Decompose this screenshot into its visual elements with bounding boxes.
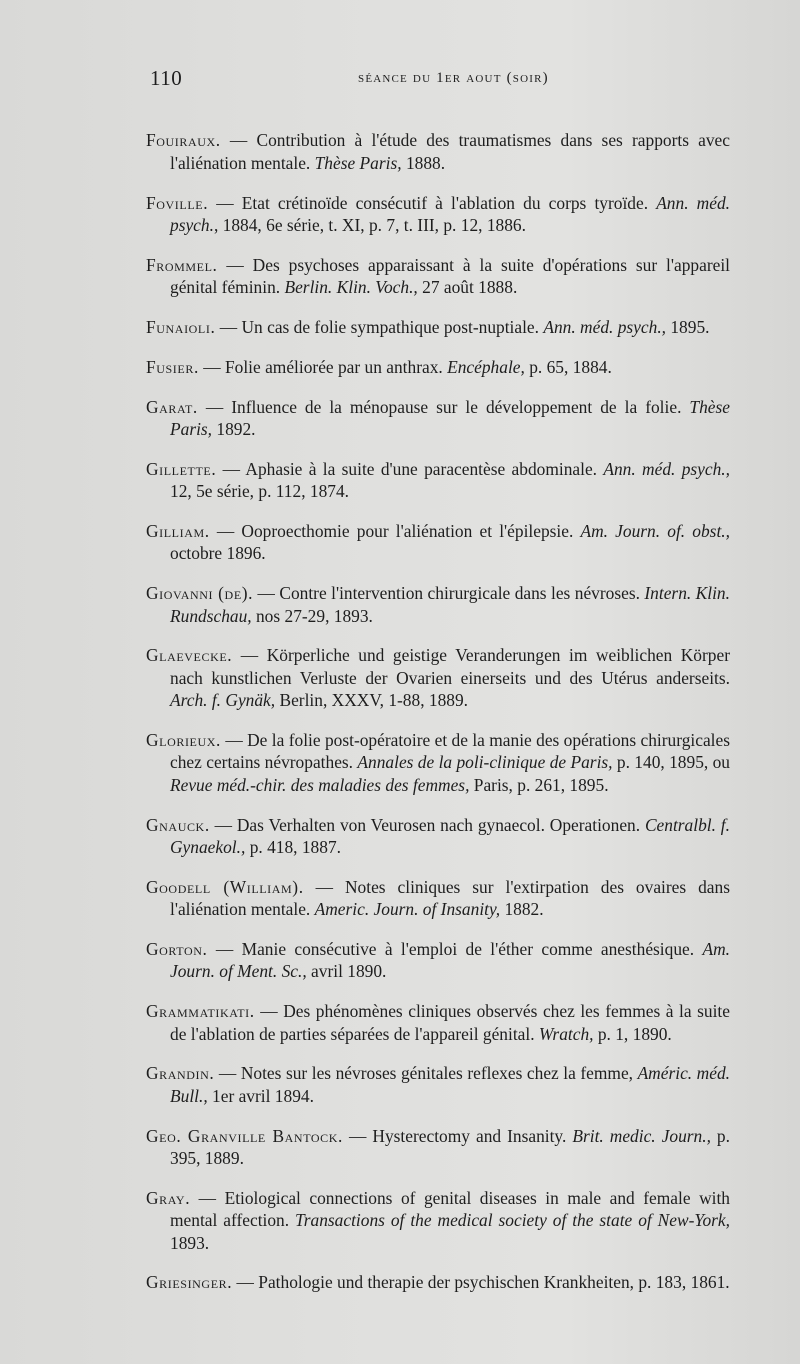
entry-text: — Folie améliorée par un anthrax. [198,356,448,377]
entry-author: Grandin. [146,1063,215,1084]
bibliography-entry [146,814,730,859]
page-number: 110 [150,66,183,90]
bibliography-entry [146,876,730,921]
entry-source: Arch. f. Gynäk, [170,690,276,711]
entry-text: 1882. [500,899,544,920]
bibliography-entry [146,938,730,983]
bibliography-entry [146,316,730,338]
bibliography-entry [146,1187,730,1254]
entry-text: 1888. [401,152,446,173]
entry-source: Thèse Paris, [314,152,402,173]
entry-text: p. 65, 1884. [524,356,612,377]
entry-text: — Manie consécutive à l'emploi de l'éther comme anesthésique. [207,939,703,960]
entry-author: Grammatikati. [146,1001,255,1022]
entry-text: 1er avril 1894. [207,1085,314,1106]
entry-author: Glaevecke. [146,645,233,666]
entry-text: avril 1890. [306,961,387,982]
entry-text: 1892. [212,419,256,439]
bibliography-entry [146,129,730,174]
entry-source: Americ. Journ. of Insanity, [314,899,501,920]
entry-source: Wratch, [538,1023,594,1044]
entry-author: Gray. [146,1187,191,1208]
entry-author: Gorton. [146,939,208,960]
entry-text: — Aphasie à la suite d'une paracentèse abdominale. [216,458,604,479]
entry-author: Foville. [146,192,209,213]
bibliography-entry [146,192,730,237]
bibliography-entry [146,458,730,503]
entry-text: Paris, p. 261, 1895. [469,774,609,795]
entry-text: — Pathologie und therapie der psychischen Krankheiten, p. 183, 1861. [232,1272,730,1293]
entry-author: Garat. [146,396,198,417]
entry-text: — Notes cliniques sur l'extirpation des ovaires dans l'aliénation mentale. [170,876,730,920]
bibliography-entry [146,644,730,711]
entry-text: 12, 5e série, p. 112, 1874. [170,481,350,502]
entry-text: — Des psychoses apparaissant à la suite d'opérations sur l'appareil génital féminin. [170,254,730,298]
entry-author: Fusier. [146,356,199,377]
entry-text: octobre 1896. [170,543,266,564]
entry-text: — Contre l'intervention chirurgicale dans les névroses. [253,583,645,604]
entry-source: Thèse Paris, [170,396,730,439]
entry-source: Brit. medic. Journ., [572,1125,711,1146]
entry-text: nos 27-29, 1893. [251,605,373,626]
entry-text: p. 418, 1887. [245,837,341,858]
entry-text: 1893. [170,1232,210,1253]
bibliography-entry [146,1125,730,1170]
entry-text: — Des phénomènes cliniques observés chez les femmes à la suite de l'ablation de parties séparées de l'appareil génital. [170,1001,730,1044]
bibliography-entry [146,356,730,378]
entry-text: — Das Verhalten von Veurosen nach gynaecol. Operationen. [209,814,645,835]
entry-source: Ann. méd. psych. [170,192,730,235]
entry-text: — Ooproecthomie pour l'aliénation et l'épilepsie. [209,521,581,541]
entry-source: Transactions of the medical society of the state of New-York, [295,1210,730,1231]
entry-author: Goodell (William). [146,876,304,897]
entry-author: Geo. Granville Bantock. [146,1125,343,1146]
bibliography-entry [146,729,730,796]
entry-text: p. 1, 1890. [593,1023,672,1044]
bibliography-entry [146,1271,730,1293]
entry-author: Griesinger. [146,1272,233,1293]
entry-source: Annales de la poli-clinique de Paris, [357,752,613,773]
entry-text: p. 395, 1889. [170,1125,730,1169]
entry-text: — Un cas de folie sympathique post-nuptiale. [215,317,544,337]
entry-text: 1895. [666,317,710,337]
bibliography-entry [146,582,730,627]
running-head: séance du 1er aout (soir) [358,70,549,86]
entry-text: , 1884, 6e série, t. XI, p. 7, t. III, p. 12, 1886. [213,215,526,235]
bibliography-entry [146,396,730,441]
entry-author: Frommel. [146,254,218,275]
entry-source: Centralbl. f. Gynaekol., [170,814,730,858]
entry-source: Améric. méd. Bull., [170,1063,730,1106]
entry-text: — Etat crétinoïde consécutif à l'ablation du corps tyroïde. [208,192,657,213]
entry-text: — De la folie post-opératoire et de la manie des opérations chirurgicales chez certains névropathes. [170,730,730,773]
entry-author: Gillette. [146,458,217,479]
entry-source: Intern. Klin. Rundschau, [170,583,730,626]
entry-source: Am. Journ. of. obst., [580,521,730,541]
entry-author: Glorieux. [146,730,221,751]
entry-text: — Körperliche und geistige Veranderungen im weiblichen Körper nach kunstlichen Verluste der Ovarien einerseits und des Utérus anderseits. [170,645,730,688]
page-header [150,66,730,96]
entry-text: Berlin, XXXV, 1-88, 1889. [275,690,469,711]
entry-text: p. 140, 1895, ou [612,752,730,773]
entry-source: Revue méd.-chir. des maladies des femmes, [170,774,470,795]
bibliography-entry [146,254,730,299]
entry-author: Gilliam. [146,521,210,541]
entry-author: Fouiraux. [146,130,221,151]
entry-text: — Hysterectomy and Insanity. [343,1125,573,1146]
entry-source: Ann. méd. psych., [543,317,667,337]
entry-author: Gnauck. [146,814,210,835]
bibliography-entry [146,1000,730,1045]
entry-author: Funaioli. [146,317,216,337]
entry-text: — Notes sur les névroses génitales reflexes chez la femme, [214,1063,638,1084]
entry-source: Am. Journ. of Ment. Sc., [170,939,730,982]
bibliography-entry [146,520,730,565]
entry-source: Ann. méd. psych., [603,458,731,479]
entry-text: 27 août 1888. [417,277,518,298]
entry-source: Berlin. Klin. Voch., [284,277,418,298]
entry-source: Encéphale, [447,356,525,377]
bibliography-entry [146,1062,730,1107]
entry-text: — Contribution à l'étude des traumatismes dans ses rapports avec l'aliénation mentale. [170,130,730,173]
entry-text: — Influence de la ménopause sur le développement de la folie. [197,396,690,417]
bibliography-list [146,112,730,1302]
entry-author: Giovanni (de). [146,583,254,604]
entry-text: — Etiological connections of genital diseases in male and female with mental affection. [170,1187,730,1231]
